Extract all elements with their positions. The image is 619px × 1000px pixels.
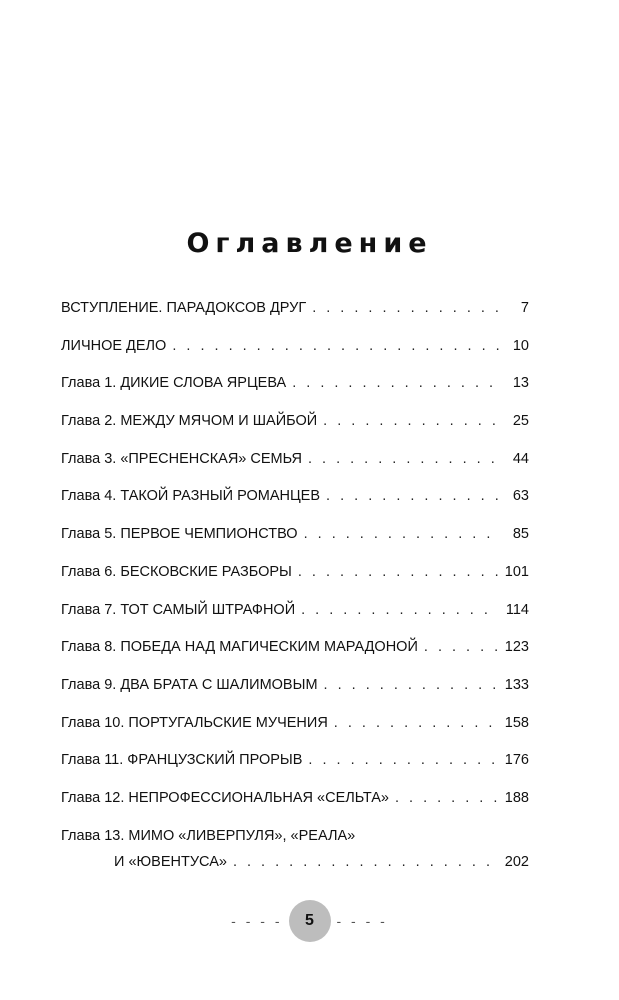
dot-leader bbox=[308, 750, 498, 770]
toc-entry-label: Глава 12. НЕПРОФЕССИОНАЛЬНАЯ «СЕЛЬТА» bbox=[61, 789, 389, 806]
toc-entry-label: ЛИЧНОЕ ДЕЛО bbox=[61, 337, 167, 354]
toc-entry-label: Глава 13. МИМО «ЛИВЕРПУЛЯ», «РЕАЛА» bbox=[61, 827, 356, 844]
toc-entry[interactable] bbox=[61, 600, 529, 638]
toc-entry-page: 133 bbox=[504, 676, 529, 693]
toc-entry[interactable] bbox=[61, 713, 529, 751]
toc-entry-page: 158 bbox=[504, 714, 529, 731]
toc-entry-label: Глава 1. ДИКИЕ СЛОВА ЯРЦЕВА bbox=[61, 375, 287, 392]
dot-leader bbox=[233, 852, 499, 872]
dot-leader bbox=[172, 336, 499, 356]
toc-entry-page: 114 bbox=[505, 601, 529, 618]
toc-entry-page: 10 bbox=[512, 337, 529, 354]
toc-entry-page: 44 bbox=[512, 450, 529, 467]
toc-entry[interactable] bbox=[61, 524, 529, 562]
toc-entry[interactable] bbox=[61, 486, 529, 524]
toc-entry[interactable] bbox=[61, 637, 529, 675]
toc-entry-label: Глава 8. ПОБЕДА НАД МАГИЧЕСКИМ МАРАДОНОЙ bbox=[61, 639, 418, 656]
page-footer bbox=[0, 900, 619, 942]
page-number-badge: 5 bbox=[289, 900, 331, 942]
dot-leader bbox=[424, 637, 499, 657]
page-title: Оглавление bbox=[186, 228, 433, 259]
dot-leader bbox=[334, 713, 499, 733]
toc-entry-page: 25 bbox=[512, 413, 529, 430]
toc-entry-label: Глава 7. ТОТ САМЫЙ ШТРАФНОЙ bbox=[61, 601, 296, 618]
footer-dashes-right: - - - - bbox=[336, 913, 388, 929]
toc-entry-page: 101 bbox=[504, 563, 529, 580]
toc-entry[interactable] bbox=[61, 562, 529, 600]
toc-entry-label-continued: И «ЮВЕНТУСА» bbox=[114, 853, 227, 870]
toc-entry[interactable] bbox=[61, 411, 529, 449]
toc-entry-label: Глава 5. ПЕРВОЕ ЧЕМПИОНСТВО bbox=[61, 526, 298, 543]
toc-entry-label: Глава 3. «ПРЕСНЕНСКАЯ» СЕМЬЯ bbox=[61, 450, 302, 467]
toc-entry-label: Глава 4. ТАКОЙ РАЗНЫЙ РОМАНЦЕВ bbox=[61, 488, 321, 505]
toc-entry-page: 176 bbox=[504, 752, 529, 769]
dot-leader bbox=[298, 562, 499, 582]
toc-entry-page: 123 bbox=[504, 639, 529, 656]
toc-entry-page: 202 bbox=[504, 853, 529, 870]
toc-entry-label: ВСТУПЛЕНИЕ. ПАРАДОКСОВ ДРУГ bbox=[61, 300, 307, 316]
dot-leader bbox=[301, 600, 499, 620]
toc-entry-label: Глава 9. ДВА БРАТА С ШАЛИМОВЫМ bbox=[61, 676, 318, 693]
toc-entry[interactable] bbox=[61, 298, 529, 336]
dot-leader bbox=[312, 298, 499, 318]
dot-leader bbox=[304, 524, 499, 544]
toc-entry[interactable] bbox=[61, 750, 529, 788]
dot-leader bbox=[308, 449, 499, 469]
toc-entry-label: Глава 11. ФРАНЦУЗСКИЙ ПРОРЫВ bbox=[61, 752, 303, 769]
toc-entry-label: Глава 6. БЕСКОВСКИЕ РАЗБОРЫ bbox=[61, 563, 292, 580]
toc-entry-continuation bbox=[61, 852, 529, 872]
toc-entry-page: 188 bbox=[504, 789, 529, 806]
dot-leader bbox=[395, 788, 499, 808]
toc-entry[interactable] bbox=[61, 826, 529, 872]
dot-leader bbox=[324, 675, 499, 695]
toc-entry[interactable] bbox=[61, 336, 529, 374]
toc-entry-page: 63 bbox=[512, 488, 529, 505]
toc-entry-page: 85 bbox=[512, 526, 529, 543]
toc-entry[interactable] bbox=[61, 373, 529, 411]
toc-entry-page: 13 bbox=[512, 375, 529, 392]
toc-entry-label: Глава 10. ПОРТУГАЛЬСКИЕ МУЧЕНИЯ bbox=[61, 714, 328, 731]
toc-entry[interactable] bbox=[61, 788, 529, 826]
dot-leader bbox=[292, 373, 499, 393]
dot-leader bbox=[326, 486, 499, 506]
table-of-contents bbox=[61, 298, 529, 872]
toc-entry-page: 7 bbox=[520, 300, 529, 316]
toc-entry[interactable] bbox=[61, 449, 529, 487]
dot-leader bbox=[323, 411, 499, 431]
footer-dashes-left: - - - - bbox=[231, 913, 283, 929]
toc-entry-label: Глава 2. МЕЖДУ МЯЧОМ И ШАЙБОЙ bbox=[61, 413, 318, 430]
toc-entry[interactable] bbox=[61, 675, 529, 713]
